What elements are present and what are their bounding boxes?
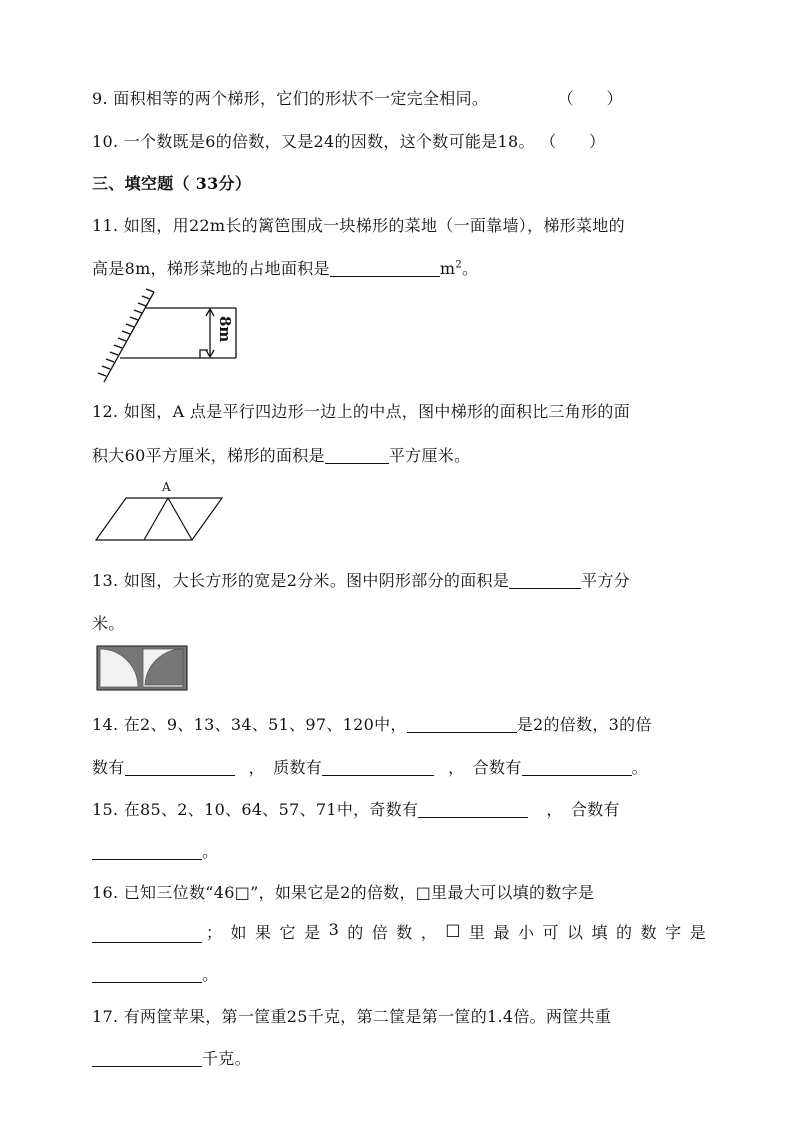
question-9 (92, 86, 623, 109)
unit-text: m (439, 259, 456, 278)
justified-char: 它 (279, 923, 296, 942)
answer-blank[interactable] (92, 966, 202, 983)
question-17-line2 (92, 1046, 251, 1069)
question-text: 如图，大长方形的宽是2分米。图中阴形部分的面积是 (123, 571, 510, 590)
period-text: 。 (202, 842, 219, 861)
question-13 (92, 568, 630, 591)
question-15 (92, 797, 620, 820)
answer-blank[interactable] (407, 716, 517, 733)
justified-char: 数 (396, 923, 413, 942)
justified-char: 如 (230, 923, 247, 942)
question-text: 是2的倍数，3的倍 (516, 715, 652, 734)
question-number: 13. (92, 571, 119, 590)
question-12-line2 (92, 443, 470, 466)
question-15-line2 (92, 839, 218, 862)
midpoint-line-right (168, 498, 192, 540)
answer-blank[interactable] (325, 447, 389, 464)
question-number: 17. (92, 1007, 119, 1026)
question-text: ， 合数有 (448, 758, 522, 777)
justified-char: 填 (591, 923, 608, 942)
answer-blank[interactable] (418, 801, 528, 818)
answer-blank[interactable] (92, 926, 202, 943)
question-number: 15. (92, 800, 119, 819)
period-text: 。 (202, 965, 219, 984)
answer-blank[interactable] (92, 1050, 202, 1067)
answer-parentheses[interactable]: （ ） (540, 132, 606, 151)
parallelogram (96, 498, 222, 540)
justified-char: 的 (347, 923, 364, 942)
answer-blank[interactable] (522, 759, 632, 776)
justified-char: 最 (493, 923, 510, 942)
question-number: 14. (92, 715, 119, 734)
question-16 (92, 880, 594, 903)
question-text: 如图，用22m长的篱笆围成一块梯形的菜地（一面靠墙），梯形菜地的 (123, 216, 625, 235)
answer-blank[interactable] (330, 260, 440, 277)
question-17 (92, 1004, 611, 1027)
question-16-line3 (92, 962, 218, 985)
answer-parentheses[interactable]: （ ） (557, 89, 623, 108)
justified-char: 的 (616, 923, 633, 942)
justified-char: 小 (517, 923, 535, 942)
question-11-line2 (92, 256, 478, 279)
question-number: 11. (92, 216, 119, 235)
question-14-line2 (92, 755, 648, 778)
question-text: 千克。 (202, 1049, 251, 1068)
question-12 (92, 399, 630, 422)
section-title: 三、填空题（ 33分） (92, 174, 252, 193)
answer-blank[interactable] (92, 843, 202, 860)
height-label: 8m (216, 316, 234, 343)
point-a-label: A (162, 480, 171, 494)
justified-char: 里 (468, 923, 486, 942)
justified-char: □ (445, 920, 461, 939)
question-text: 如图，A 点是平行四边形一边上的中点，图中梯形的面积比三角形的面 (123, 402, 630, 421)
question-14 (92, 712, 652, 735)
wall-hatching (98, 289, 154, 376)
justified-char: 字 (665, 923, 682, 942)
unit-exponent: 2 (455, 259, 463, 271)
question-11 (92, 213, 625, 236)
question-13-line2: 米。 (92, 614, 125, 633)
justified-char: ， (420, 923, 438, 942)
question-text: 面积相等的两个梯形，它们的形状不一定完全相同。 (113, 89, 489, 108)
question-text: 已知三位数“46□”，如果它是2的倍数，□里最大可以填的数字是 (123, 883, 595, 902)
midpoint-line-left (144, 498, 168, 540)
question-text: 平方厘米。 (388, 446, 471, 465)
justified-char: 以 (567, 923, 584, 942)
justified-char: 倍 (371, 923, 389, 942)
question-text: 在85、2、10、64、57、71中，奇数有 (123, 800, 419, 819)
question-text: 平方分 (581, 571, 631, 590)
justified-char: 是 (304, 923, 321, 942)
question-text: 一个数既是6的倍数，又是24的因数，这个数可能是18。 (123, 132, 535, 151)
question-text: 数有 (92, 758, 125, 777)
question-text: 在2、9、13、34、51、97、120中， (123, 715, 407, 734)
question-number: 10. (92, 132, 119, 151)
justified-char: 果 (255, 923, 272, 942)
justified-char: 是 (689, 923, 706, 942)
answer-blank[interactable] (509, 572, 581, 589)
question-number: 9. (92, 89, 108, 108)
period-text: 。 (462, 259, 479, 278)
question-number: 12. (92, 402, 119, 421)
question-text: 有两筐苹果，第一筐重25千克，第二筐是第一筐的1.4倍。两筐共重 (123, 1007, 612, 1026)
wall-line (104, 292, 154, 382)
parallelogram-figure (96, 478, 226, 544)
answer-blank[interactable] (125, 759, 235, 776)
justified-char: 数 (640, 923, 657, 942)
answer-blank[interactable] (322, 759, 434, 776)
question-text: 积大60平方厘米，梯形的面积是 (92, 446, 325, 465)
question-text: ， 合数有 (546, 800, 620, 819)
question-text: 高是8m，梯形菜地的占地面积是 (92, 259, 330, 278)
question-10 (92, 129, 605, 152)
justified-char: ； (206, 923, 223, 942)
justified-char: 可 (542, 923, 559, 942)
garden-figure (96, 288, 246, 388)
question-text: ， 质数有 (248, 758, 323, 777)
question-16-line2 (92, 920, 706, 943)
justified-char: 3 (328, 920, 340, 939)
period-text: 。 (631, 758, 648, 777)
question-number: 16. (92, 883, 119, 902)
question-text-justified (206, 920, 706, 943)
rectangle-figure (96, 645, 188, 691)
